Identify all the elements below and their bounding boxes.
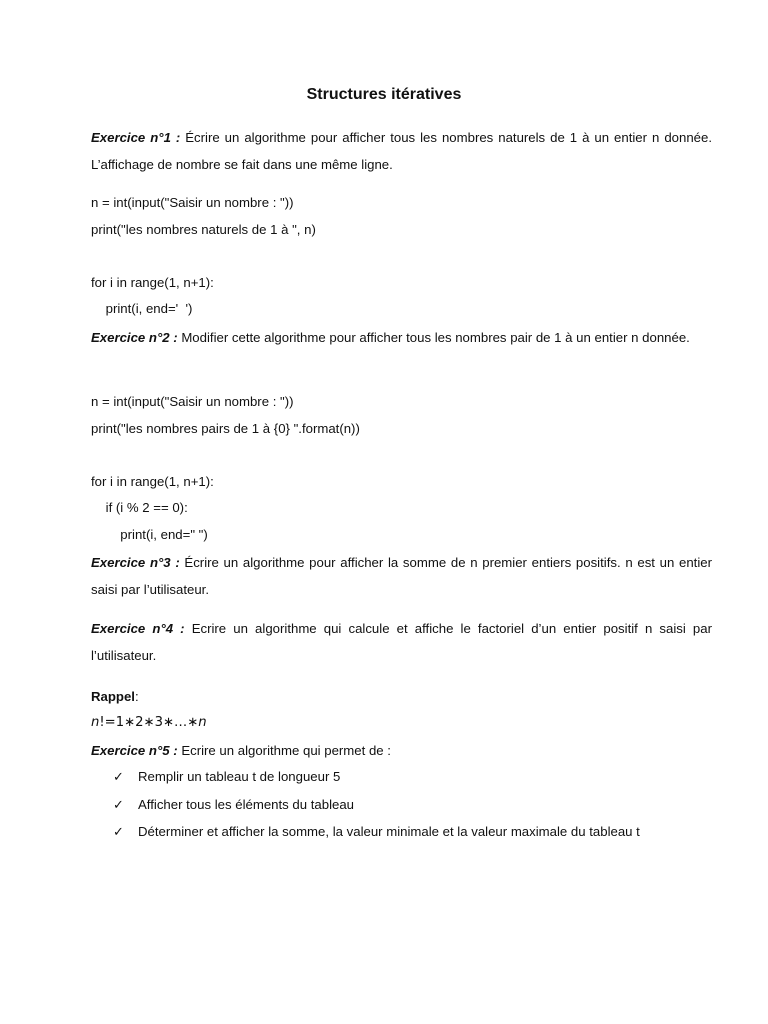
exercise-1-text: Écrire un algorithme pour afficher tous les nombres naturels de 1 à un entier n donnée. L’affichage de nombre se fait dans une même ligne. <box>91 130 712 172</box>
list-item <box>113 792 640 820</box>
code-line: print(i, end=" ") <box>91 526 208 542</box>
rappel-label: Rappel <box>91 689 135 704</box>
list-item-text: Déterminer et afficher la somme, la valeur minimale et la valeur maximale du tableau t <box>138 824 640 839</box>
exercise-4-label: Exercice n°4 : <box>91 621 185 636</box>
checkmark-icon: ✓ <box>113 770 124 785</box>
exercise-5 <box>91 737 712 764</box>
code-line: print(i, end=' ') <box>91 301 193 316</box>
list-item-text: Remplir un tableau t de longueur 5 <box>138 769 341 784</box>
exercise-2-text: Modifier cette algorithme pour afficher tous les nombres pair de 1 à un entier n donnée. <box>177 330 690 345</box>
code-line: print("les nombres pairs de 1 à {0} ".format(n)) <box>91 420 360 436</box>
code-line: for i in range(1, n+1): <box>91 274 214 290</box>
exercise-3 <box>91 549 712 603</box>
rappel-colon: : <box>134 689 139 704</box>
exercise-2 <box>91 324 712 351</box>
exercise-1 <box>91 124 712 178</box>
code-line: n = int(input("Saisir un nombre : ")) <box>91 195 294 210</box>
code-line: print("les nombres naturels de 1 à ", n) <box>91 221 316 237</box>
rappel-heading <box>91 684 139 710</box>
exercise-4-text: Ecrire un algorithme qui calcule et affiche le factoriel d’un entier positif n saisi par l’utilisateur. <box>91 621 712 663</box>
exercise-5-checklist <box>113 764 640 847</box>
list-item-text: Afficher tous les éléments du tableau <box>138 796 355 812</box>
exercise-5-text: Ecrire un algorithme qui permet de : <box>177 743 391 758</box>
exercise-3-label: Exercice n°3 : <box>91 555 180 570</box>
page-title: Structures itératives <box>306 86 462 103</box>
code-block-2 <box>91 389 360 548</box>
exercise-2-label: Exercice n°2 : <box>91 330 178 345</box>
formula-body: !=1∗2∗3∗…∗ <box>99 715 199 730</box>
exercise-1-label: Exercice n°1 : <box>91 130 181 145</box>
formula-variable: n <box>91 715 100 730</box>
factorial-formula <box>91 710 207 736</box>
exercise-4 <box>91 615 712 669</box>
checkmark-icon: ✓ <box>113 825 124 840</box>
checkmark-icon: ✓ <box>113 797 124 813</box>
code-line: n = int(input("Saisir un nombre : ")) <box>91 394 294 409</box>
code-block-1 <box>91 190 316 323</box>
list-item <box>113 819 640 847</box>
code-line <box>91 442 360 469</box>
code-line: for i in range(1, n+1): <box>91 473 214 489</box>
formula-variable: n <box>198 715 207 730</box>
code-line: if (i % 2 == 0): <box>91 500 188 515</box>
code-line <box>91 243 316 270</box>
exercise-3-text: Écrire un algorithme pour afficher la somme de n premier entiers positifs. n est un entier saisi par l’utilisateur. <box>91 555 712 597</box>
exercise-5-label: Exercice n°5 : <box>91 743 178 758</box>
list-item <box>113 764 640 792</box>
